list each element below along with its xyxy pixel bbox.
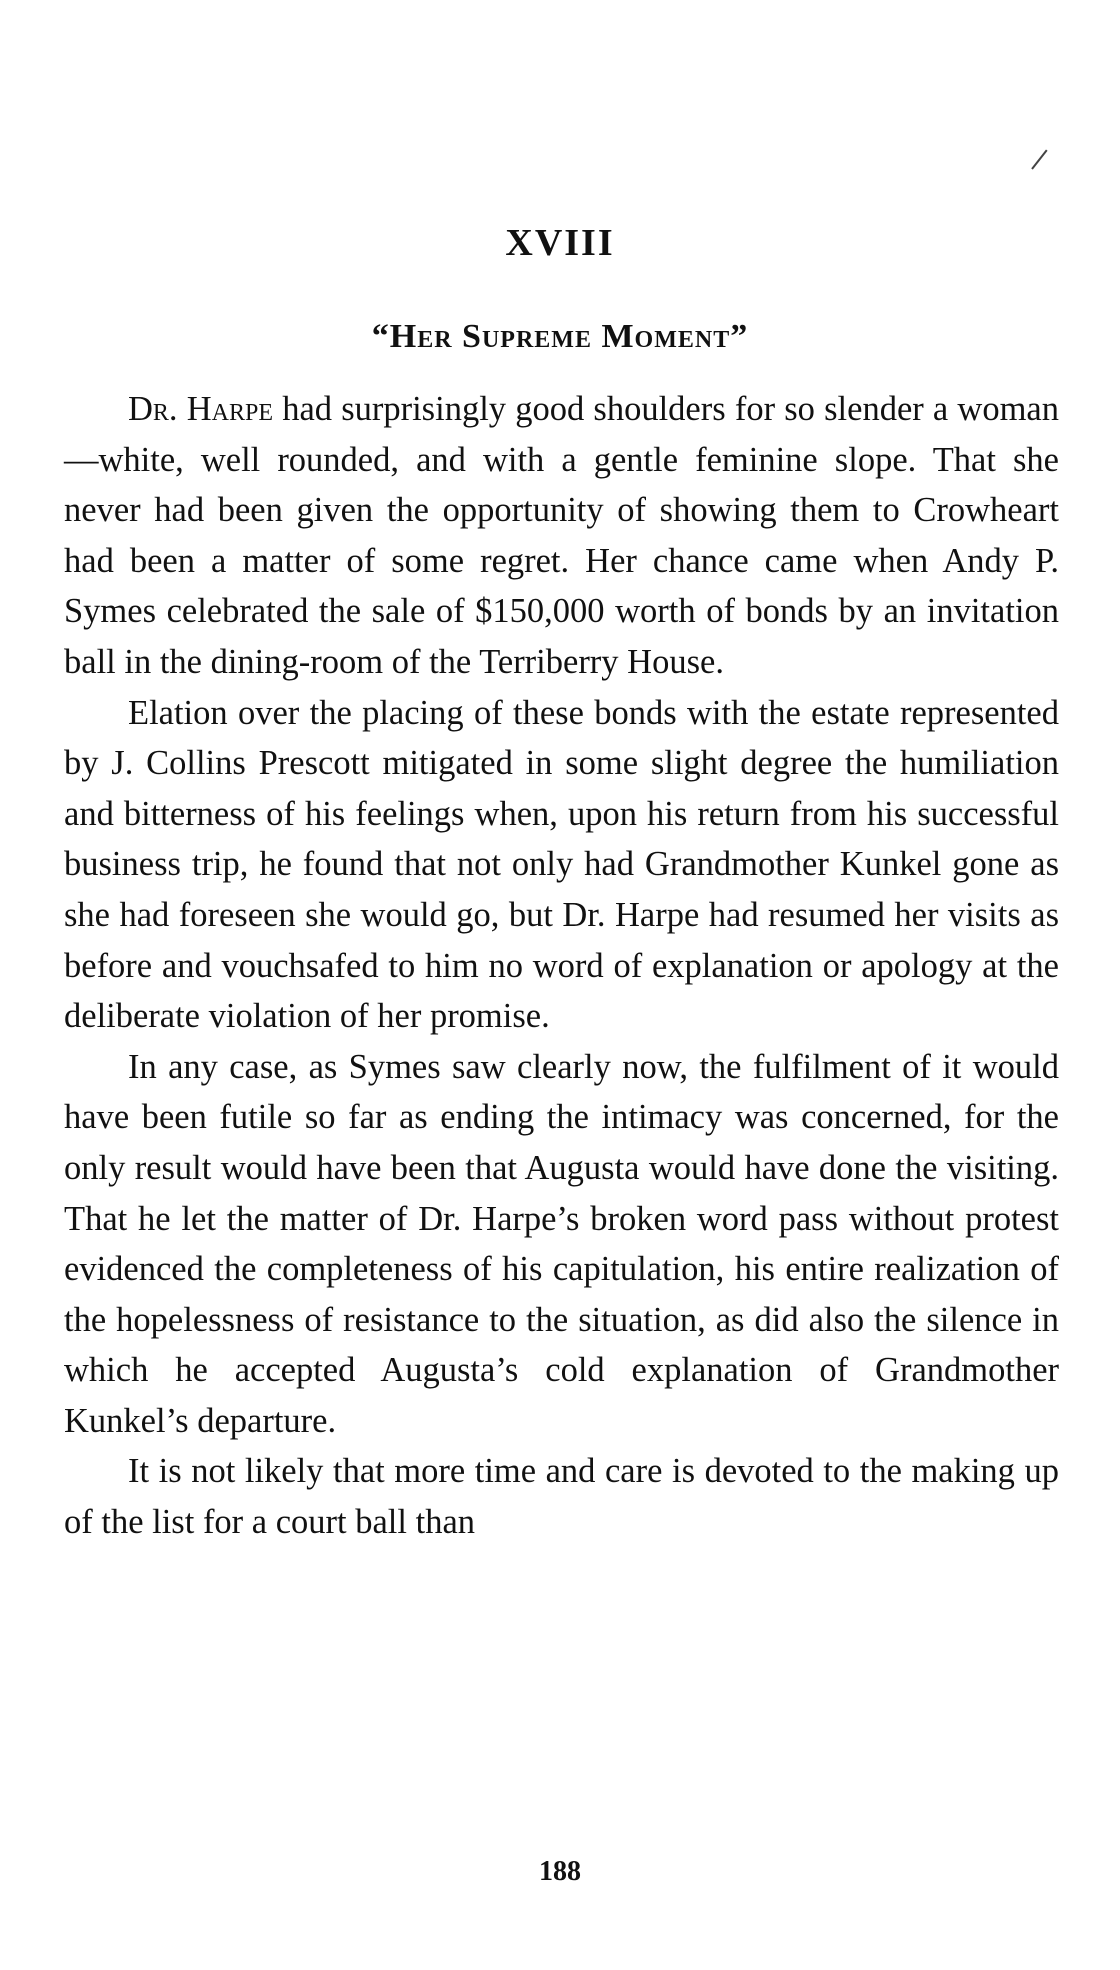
chapter-body <box>64 384 1059 1548</box>
paragraph-lead: Dr. Harpe <box>128 390 273 428</box>
paragraph-text: It is not likely that more time and care is devoted to the making up of the list for a court ball than <box>64 1452 1059 1542</box>
paragraph <box>64 1446 1059 1547</box>
page-number: 188 <box>539 1856 581 1887</box>
pencil-mark <box>1031 149 1047 169</box>
paragraph-text: In any case, as Symes saw clearly now, the fulfilment of it would have been futile so far as ending the intimacy was concerned, for the only result would have been that Augusta would have done the visiting. That he let the matter of Dr. Harpe’s broken word pass without protest evidenced the completeness of his capitulation, his entire realization of the hopelessness of resistance to the situation, as did also the silence in which he accepted Augusta’s cold explanation of Grandmother Kunkel’s departure. <box>64 1047 1059 1440</box>
paragraph <box>64 688 1059 1042</box>
paragraph <box>64 384 1059 688</box>
paragraph-text: Elation over the placing of these bonds with the estate represented by J. Collins Prescott mitigated in some slight degree the humiliation and bitterness of his feelings when, upon his return from his successful business trip, he found that not only had Grandmother Kunkel gone as she had foreseen she would go, but Dr. Harpe had resumed her visits as before and vouchsafed to him no word of explanation or apology at the deliberate violation of her promise. <box>64 693 1059 1036</box>
chapter-title: “Her Supreme Moment” <box>371 318 749 355</box>
chapter-number: XVIII <box>505 222 615 264</box>
paragraph <box>64 1042 1059 1447</box>
paragraph-text: had surprisingly good shoulders for so slender a woman—white, well rounded, and with a gentle feminine slope. That she never had been given the opportunity of showing them to Crowheart had been a matter of some regret. Her chance came when Andy P. Symes celebrated the sale of $150,000 worth of bonds by an invitation ball in the dining-room of the Terriberry House. <box>64 390 1059 681</box>
